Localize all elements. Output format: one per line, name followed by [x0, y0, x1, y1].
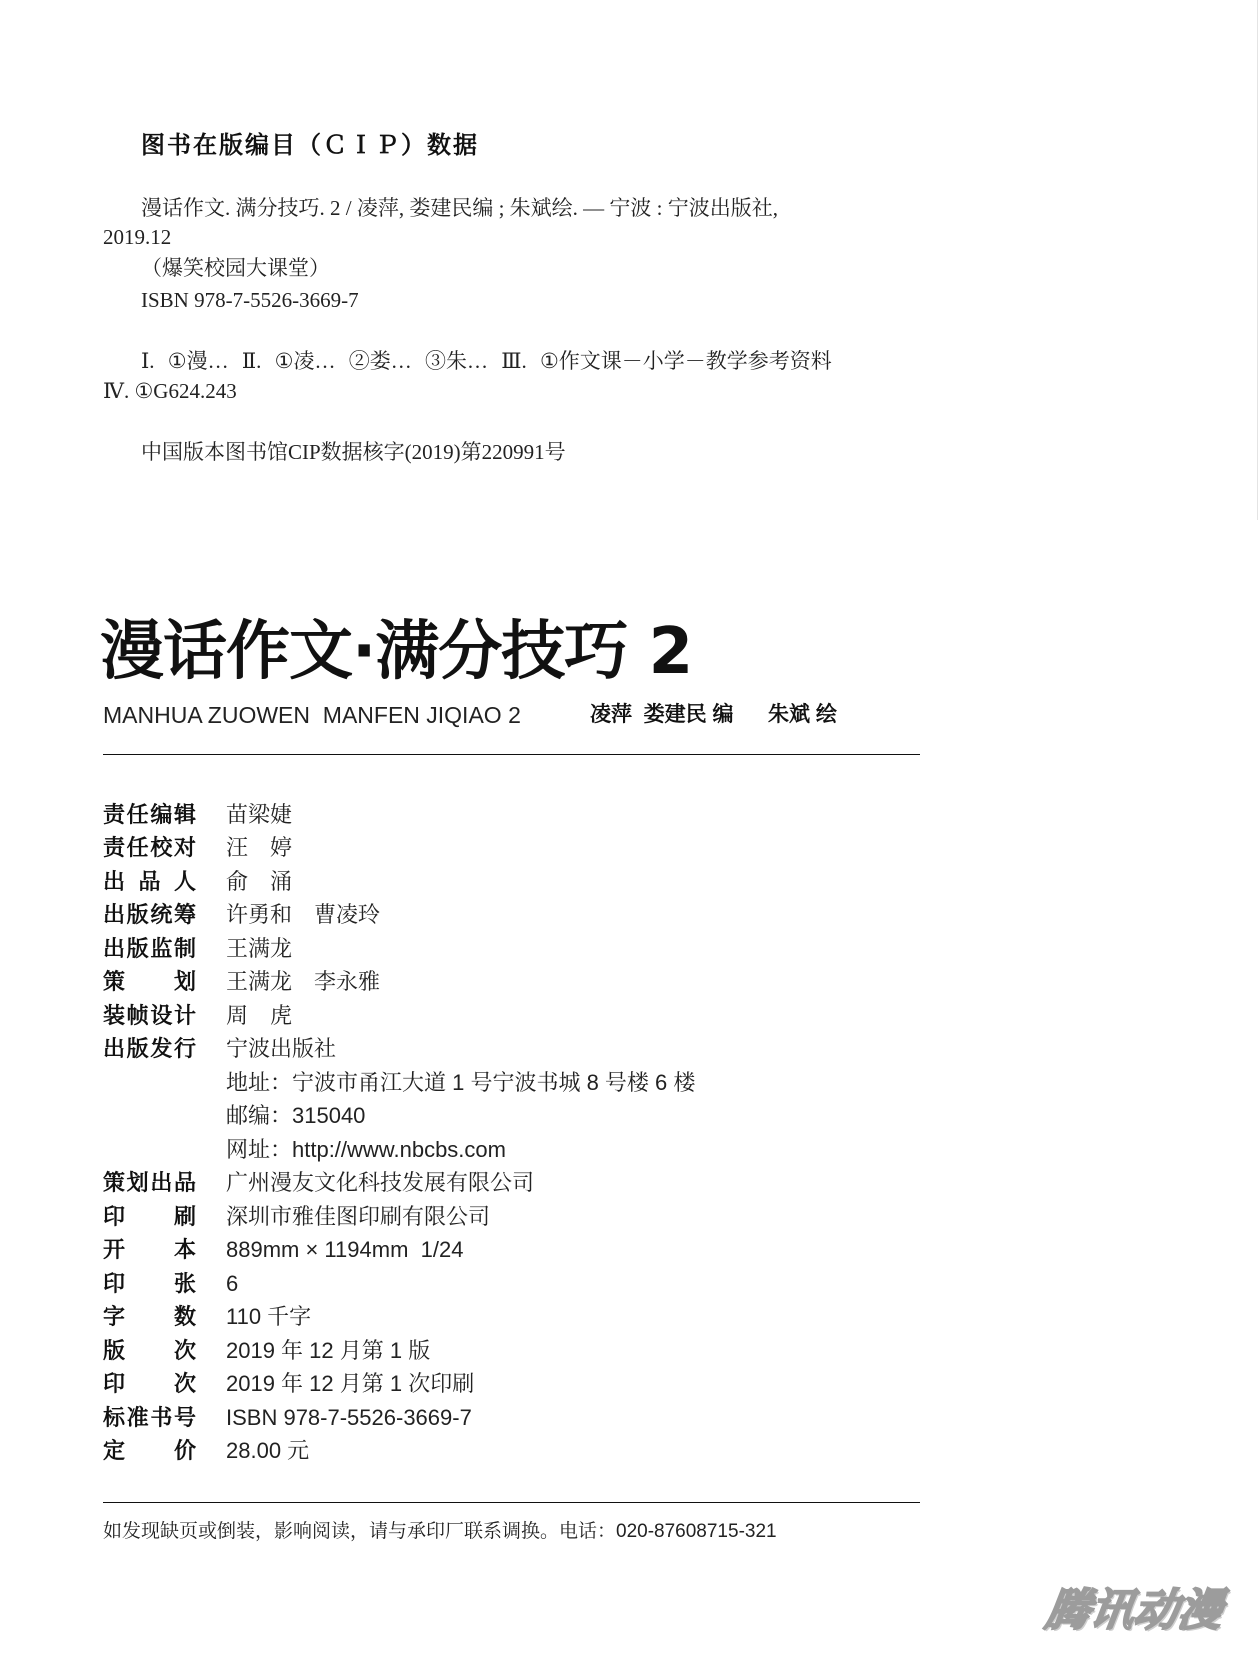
credit-value: 889mm × 1194mm 1/24: [226, 1237, 464, 1263]
credit-label: 出版发行: [103, 1036, 196, 1062]
book-title: 漫话作文·满分技巧 2: [100, 615, 693, 689]
credit-row-designer: [103, 999, 920, 1033]
credit-label: 版 次: [103, 1337, 196, 1363]
credit-value: 许勇和 曹凌玲: [226, 902, 381, 928]
credit-value: 地址：宁波市甬江大道 1 号宁波书城 8 号楼 6 楼: [226, 1069, 696, 1095]
credit-label: 标准书号: [103, 1404, 196, 1430]
cip-line-isbn: ISBN 978-7-5526-3669-7: [141, 288, 359, 312]
credit-row-address: [103, 1066, 920, 1100]
cip-line-title: 漫话作文. 满分技巧. 2 / 凌萍, 娄建民编 ; 朱斌绘. — 宁波 : 宁波出版社,: [141, 196, 779, 220]
divider-top: [103, 754, 920, 755]
credit-value: 王满龙: [226, 935, 293, 961]
credit-row-website: [103, 1133, 920, 1167]
credit-value: 深圳市雅佳图印刷有限公司: [226, 1203, 491, 1229]
credit-label: 印 刷: [103, 1203, 196, 1229]
cip-line-classification: Ⅳ. ①G624.243: [103, 379, 237, 403]
illustrator: 朱斌 绘: [768, 703, 837, 726]
credit-value: 110 千字: [226, 1304, 312, 1330]
credit-row-producer: [103, 865, 920, 899]
credit-row-sheets: [103, 1267, 920, 1301]
credit-label: 策 划: [103, 969, 196, 995]
credit-label: 装帧设计: [103, 1002, 196, 1028]
credit-value: ISBN 978-7-5526-3669-7: [226, 1404, 472, 1430]
credit-row-isbn: [103, 1401, 920, 1435]
page-edge-line: [1257, 0, 1258, 520]
credit-label: 责任编辑: [103, 801, 196, 827]
credit-row-printing: [103, 1368, 920, 1402]
credit-value: 2019 年 12 月第 1 次印刷: [226, 1371, 475, 1397]
credit-label: 策划出品: [103, 1170, 196, 1196]
cip-line-record-number: 中国版本图书馆CIP数据核字(2019)第220991号: [141, 440, 566, 464]
credit-value: 28.00 元: [226, 1438, 310, 1464]
credit-value: 苗梁婕: [226, 801, 293, 827]
credit-value: 宁波出版社: [226, 1036, 337, 1062]
credit-row-printer: [103, 1200, 920, 1234]
credit-label: 印 张: [103, 1270, 196, 1296]
watermark-logo: 腾讯动漫: [1042, 1585, 1226, 1636]
cip-line-series: （爆笑校园大课堂）: [141, 256, 330, 280]
credit-value: 汪 婷: [226, 835, 293, 861]
credit-label: 定 价: [103, 1438, 196, 1464]
credit-value: 6: [226, 1270, 239, 1296]
credit-value: 2019 年 12 月第 1 版: [226, 1337, 431, 1363]
editors: 凌萍 娄建民 编: [590, 703, 734, 726]
credit-value: 俞 涌: [226, 868, 293, 894]
cip-heading: 图书在版编目（ＣＩＰ）数据: [141, 132, 479, 159]
credit-label: 出版监制: [103, 935, 196, 961]
pinyin-title: MANHUA ZUOWEN MANFEN JIQIAO 2: [103, 702, 521, 728]
credit-row-publisher: [103, 1033, 920, 1067]
credit-value: 王满龙 李永雅: [226, 969, 381, 995]
credit-row-format: [103, 1234, 920, 1268]
credit-label: 印 次: [103, 1371, 196, 1397]
credit-row-planner: [103, 966, 920, 1000]
credit-row-price: [103, 1435, 920, 1469]
cip-line-subjects: Ⅰ. ①漫… Ⅱ. ①凌… ②娄… ③朱… Ⅲ. ①作文课－小学－教学参考资料: [141, 349, 832, 373]
credit-row-publishing-supervisor: [103, 932, 920, 966]
credit-row-planning-producer: [103, 1167, 920, 1201]
credit-label: 责任校对: [103, 835, 196, 861]
credit-value: 网址：http://www.nbcbs.com: [226, 1136, 506, 1162]
credit-row-word-count: [103, 1301, 920, 1335]
footer-notice: 如发现缺页或倒装，影响阅读，请与承印厂联系调换。电话：020-87608715-321: [103, 1521, 777, 1542]
credit-label: 字 数: [103, 1304, 196, 1330]
credit-label: 出 品 人: [103, 868, 196, 894]
credit-row-postcode: [103, 1100, 920, 1134]
credit-row-proofreader: [103, 832, 920, 866]
credits-list: [103, 798, 920, 1468]
credit-row-publishing-coordinator: [103, 899, 920, 933]
credit-label: 开 本: [103, 1237, 196, 1263]
credit-row-edition: [103, 1334, 920, 1368]
credit-value: 邮编：315040: [226, 1103, 366, 1129]
divider-bottom: [103, 1502, 920, 1503]
credit-label: 出版统筹: [103, 902, 196, 928]
credit-value: 周 虎: [226, 1002, 293, 1028]
credit-row-responsible-editor: [103, 798, 920, 832]
credit-value: 广州漫友文化科技发展有限公司: [226, 1170, 535, 1196]
cip-line-date: 2019.12: [103, 225, 172, 249]
